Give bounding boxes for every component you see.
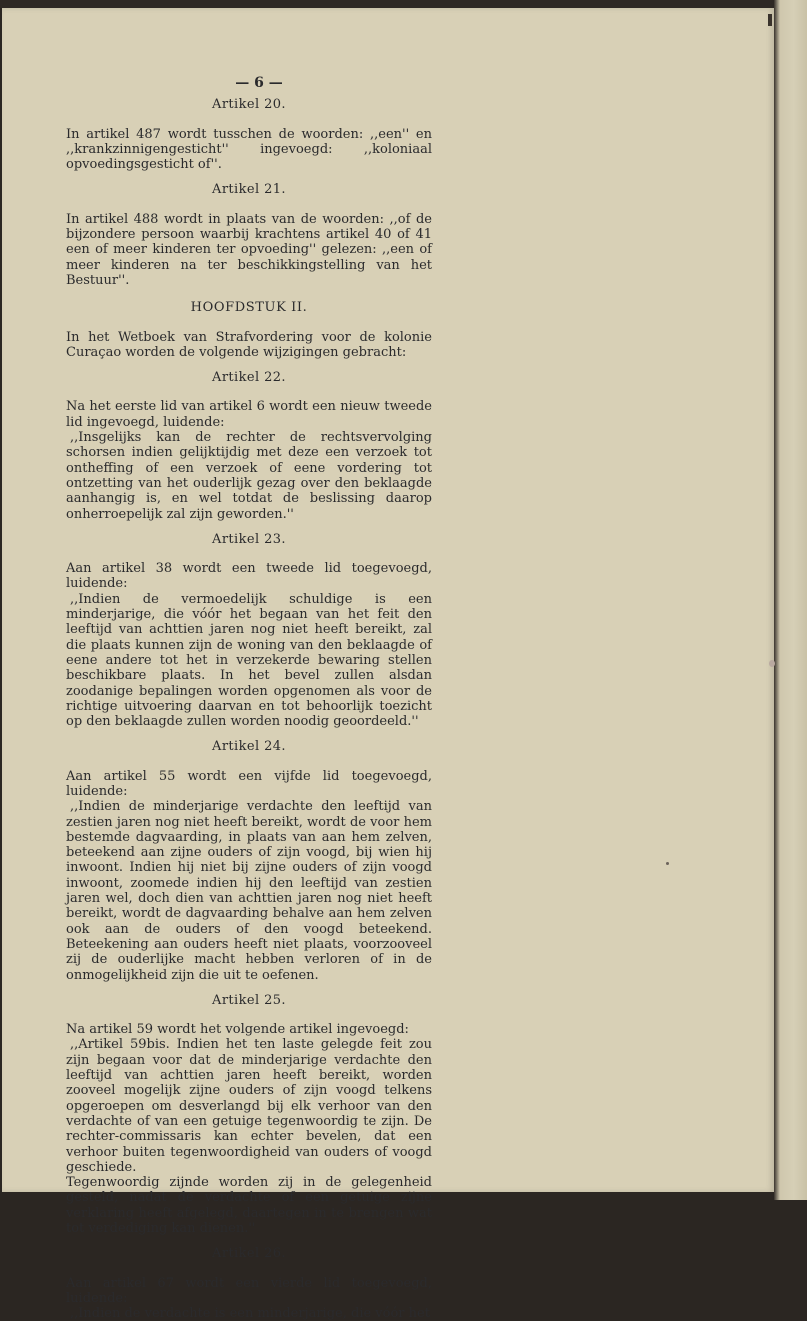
section-heading: Artikel 24. <box>212 739 286 755</box>
paper-speck <box>769 660 775 667</box>
section-hoofdstuk-ii <box>66 300 432 360</box>
paper-speck <box>666 862 669 865</box>
paragraph: ,,Insgelijks kan de rechter de rechtsvervolging schorsen indien gelijktijdig met deze een verzoek tot ontheffing of een verzoek of eene vordering tot ontzetting van het ouderlijk gezag over den beklaagde aanhangig is, en wel totdat de beslissing daarop onherroepelijk zal zijn geworden.'' <box>66 430 432 522</box>
corner-mark <box>768 14 772 26</box>
paragraph: Aan artikel 38 wordt een tweede lid toegevoegd, luidende: <box>66 561 432 592</box>
paragraph: Aan artikel 55 wordt een vijfde lid toegevoegd, luidende: <box>66 768 432 799</box>
chapter-heading: HOOFDSTUK II. <box>190 300 308 316</box>
paragraph: ,,Indien de vermoedelijk schuldige is een minderjarige, die vóór het begaan van het feit den leeftijd van achttien jaren nog niet heeft bereikt, zal die plaats kunnen zijn de woning van den beklaagde of eene andere tot het in verzekerde bewaring stellen beschikbare plaats. In het bevel zullen alsdan zoodanige bepalingen worden opgenomen als voor de richtige uitvoering daarvan en tot behoorlijk toezicht op den beklaagde zullen worden noodig geoordeeld.'' <box>66 591 432 730</box>
section-heading: Artikel 25. <box>212 992 286 1008</box>
paragraph: Na het eerste lid van artikel 6 wordt een nieuw tweede lid ingevoegd, luidende: <box>66 399 432 430</box>
paragraph: In het Wetboek van Strafvordering voor de kolonie Curaçao worden de volgende wijzigingen gebracht: <box>66 329 432 360</box>
paragraph: In artikel 487 wordt tusschen de woorden: ,,een'' en ,,krankzinnigengesticht'' ingevoegd: ,,koloniaal opvoedingsgesticht of''. <box>66 126 432 173</box>
section-artikel-20 <box>66 97 432 172</box>
paragraph: ,,Indien de minderjarige verdachte den leeftijd van zestien jaren nog niet heeft bereikt, wordt de voor hem bestemde dagvaarding, in plaats van aan hem zelven, beteekend aan zijne ouders of zijn voogd, bij wien hij inwoont. Indien hij niet bij zijne ouders of zijn voogd inwoont, zoomede indien hij den leeftijd van zestien jaren wel, doch dien van achttien jaren nog niet heeft bereikt, wordt de dagvaarding behalve aan hem zelven ook aan de ouders of den voogd beteekend. Beteekening aan ouders heeft niet plaats, voorzooveel zij de ouderlijke macht hebben verloren of in de onmogelijkheid zijn die uit te oefenen. <box>66 799 432 983</box>
paragraph: In artikel 488 wordt in plaats van de woorden: ,,of de bijzondere persoon waarbij krachtens artikel 40 of 41 een of meer kinderen ter opvoeding'' gelezen: ,,een of meer kinderen na ter beschikkingstelling van het Bestuur''. <box>66 211 432 288</box>
page-content <box>66 76 432 1321</box>
section-heading: Artikel 26. <box>212 1246 286 1262</box>
scan-top-edge <box>0 0 774 8</box>
section-artikel-22 <box>66 370 432 522</box>
paragraph: Na artikel 59 wordt het volgende artikel ingevoegd: <box>66 1022 409 1038</box>
section-artikel-24 <box>66 739 432 982</box>
page-binding-edge <box>774 0 807 1200</box>
paragraph: Tegenwoordig zijnde worden zij in de gelegenheid gesteld, nadat de verdachte of een getuige zijne verklaring heeft afgelegd, daartegen in te brengen wat tot verdediging kan dienen.'' <box>66 1175 432 1236</box>
paragraph: ,,Indien de verdachte is een minderjarige, die vóór het <box>70 1306 430 1321</box>
page-number: — 6 — <box>235 75 283 91</box>
section-heading: Artikel 21. <box>212 182 286 198</box>
section-artikel-23 <box>66 532 432 730</box>
section-heading: Artikel 20. <box>212 97 286 113</box>
section-artikel-26 <box>66 1246 432 1321</box>
section-heading: Artikel 23. <box>212 531 286 547</box>
paragraph: Aan artikel 67 wordt een vierde lid toegevoegd, luidende: <box>66 1275 432 1306</box>
section-heading: Artikel 22. <box>212 370 286 386</box>
section-artikel-21 <box>66 182 432 288</box>
paragraph: ,,Artikel 59bis. Indien het ten laste gelegde feit zou zijn begaan voor dat de minderjarige verdachte den leeftijd van achttien jaren heeft bereikt, worden zooveel mogelijk zijne ouders of zijn voogd telkens opgeroepen om desverlangd bij elk verhoor van den verdachte of van een getuige tegenwoordig te zijn. De rechter-commissaris kan echter bevelen, dat een verhoor buiten tegenwoordigheid van ouders of voogd geschiede. <box>66 1037 432 1175</box>
